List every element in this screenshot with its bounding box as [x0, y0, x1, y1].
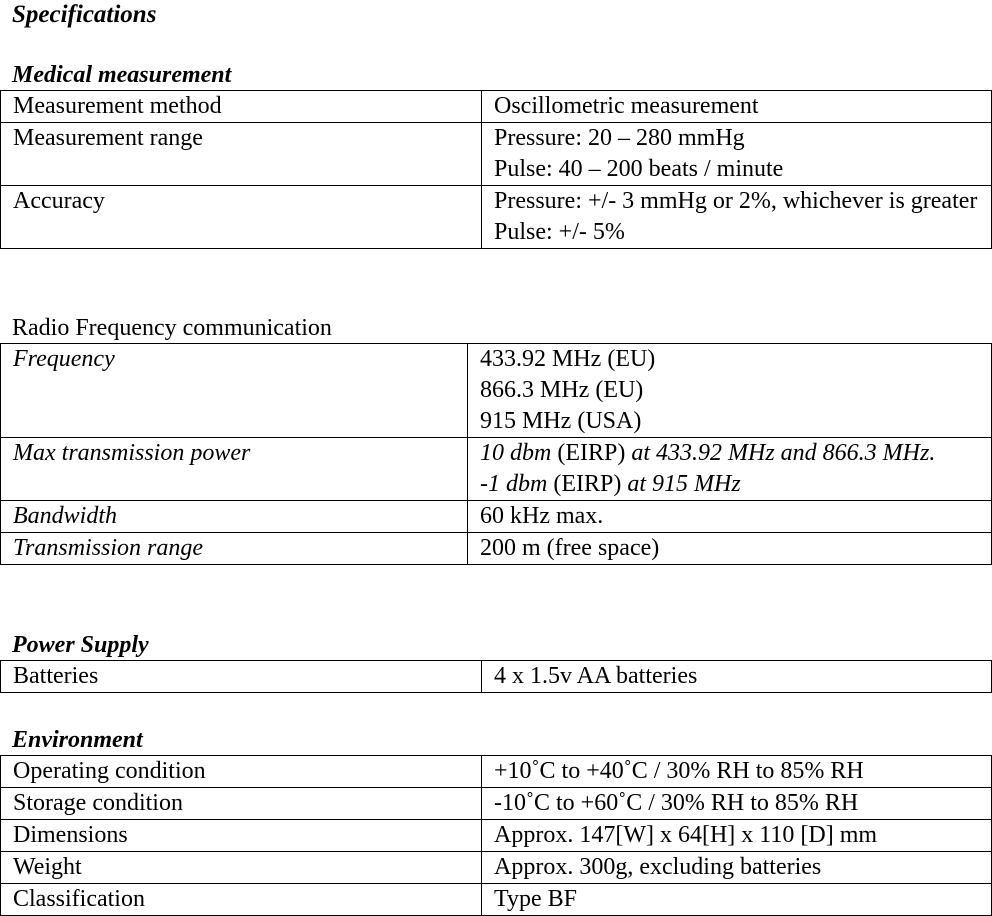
environment-table: [0, 755, 992, 916]
row-value: Approx. 300g, excluding batteries: [482, 852, 992, 884]
row-label: Measurement range: [1, 123, 482, 186]
section-heading-medical: Medical measurement: [12, 62, 232, 88]
row-label: Batteries: [1, 661, 482, 693]
row-value: 200 m (free space): [468, 533, 992, 565]
row-value: 433.92 MHz (EU) 866.3 MHz (EU) 915 MHz (USA): [468, 344, 992, 438]
table-row: [1, 852, 992, 884]
table-row: [1, 501, 992, 533]
row-value: -10˚C to +60˚C / 30% RH to 85% RH: [482, 788, 992, 820]
row-label: Bandwidth: [1, 501, 468, 533]
section-heading-radio: Radio Frequency communication: [12, 315, 332, 341]
row-value: Approx. 147[W] x 64[H] x 110 [D] mm: [482, 820, 992, 852]
table-row: [1, 820, 992, 852]
table-row: [1, 884, 992, 916]
table-row: [1, 123, 992, 186]
row-value: 60 kHz max.: [468, 501, 992, 533]
power-table: [0, 660, 992, 693]
section-heading-environment: Environment: [12, 727, 143, 753]
table-row: [1, 533, 992, 565]
row-value: 4 x 1.5v AA batteries: [482, 661, 992, 693]
row-value: 10 dbm (EIRP) at 433.92 MHz and 866.3 MHz. -1 dbm (EIRP) at 915 MHz: [468, 438, 992, 501]
row-value: Type BF: [482, 884, 992, 916]
table-row: [1, 756, 992, 788]
row-value: Pressure: 20 – 280 mmHg Pulse: 40 – 200 beats / minute: [482, 123, 992, 186]
table-row: [1, 661, 992, 693]
row-label: Dimensions: [1, 820, 482, 852]
table-row: [1, 344, 992, 438]
row-label: Max transmission power: [1, 438, 468, 501]
row-label: Weight: [1, 852, 482, 884]
medical-table: [0, 90, 992, 249]
row-label: Storage condition: [1, 788, 482, 820]
row-label: Measurement method: [1, 91, 482, 123]
row-value: Oscillometric measurement: [482, 91, 992, 123]
row-value: Pressure: +/- 3 mmHg or 2%, whichever is greater Pulse: +/- 5%: [482, 186, 992, 249]
radio-table: [0, 343, 992, 565]
section-heading-power: Power Supply: [12, 632, 149, 658]
table-row: [1, 186, 992, 249]
table-row: [1, 788, 992, 820]
row-label: Accuracy: [1, 186, 482, 249]
row-label: Frequency: [1, 344, 468, 438]
row-label: Operating condition: [1, 756, 482, 788]
table-row: [1, 438, 992, 501]
row-value: +10˚C to +40˚C / 30% RH to 85% RH: [482, 756, 992, 788]
page-title: Specifications: [12, 1, 157, 28]
row-label: Classification: [1, 884, 482, 916]
table-row: [1, 91, 992, 123]
row-label: Transmission range: [1, 533, 468, 565]
